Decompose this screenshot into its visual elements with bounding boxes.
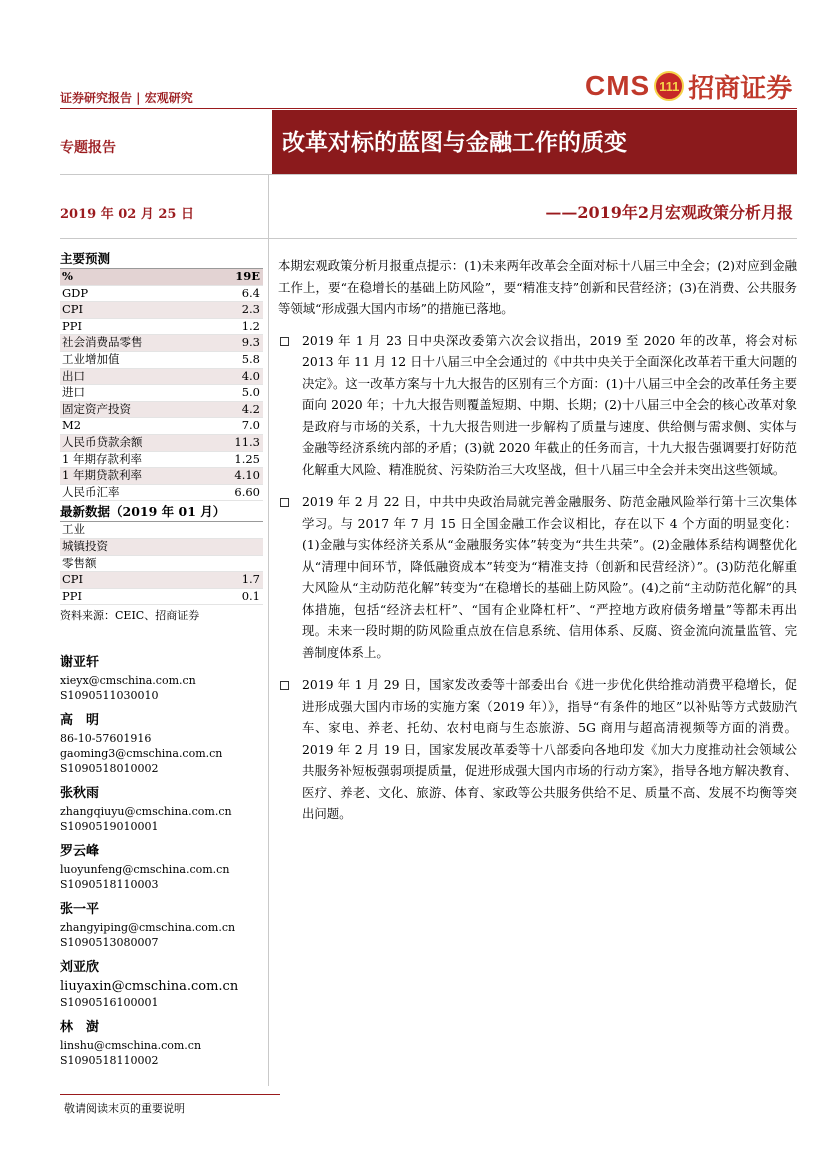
bullet-text: 2019 年 2 月 22 日，中共中央政治局就完善金融服务、防范金融风险举行第十三次集体学习。与 2017 年 7 月 15 日全国金融工作会议相比，存在以下 4 个方面的明显变化：(1)金融与实体经济关系从“金融服务实体”转变为“共生共荣”。(2)金融体系结构调整优化从“清理中间环节，降低融资成本”转变为“精准支持（创新和民营经济）”。(3)防范化解重大风险从“主动防范化解”转变为“在稳增长的基础上防风险”。(4)之前“主动防范化解”的具体措施，包括“经济去杠杆”、“国有企业降杠杆”、“严控地方政府债务增量”等都未再出现。未来一段时期的防风险重点放在信息系统、信用体系、反腐、资金流向流量监管、完善制度体系上。 bbox=[302, 494, 797, 660]
forecast-header-row bbox=[60, 269, 263, 286]
row-label: 城镇投资 bbox=[62, 538, 108, 553]
row-label: CPI bbox=[62, 302, 84, 317]
table-row bbox=[60, 402, 263, 419]
latest-table bbox=[60, 522, 263, 605]
forecast-table bbox=[60, 286, 263, 502]
analyst-name: 张一平 bbox=[60, 902, 100, 918]
analyst-contact: S1090519010001 bbox=[60, 820, 159, 834]
analyst-card bbox=[60, 900, 263, 950]
analyst-contact: S1090516100001 bbox=[60, 996, 159, 1010]
row-value: 0.1 bbox=[241, 588, 260, 603]
row-label: 出口 bbox=[62, 368, 85, 383]
row-value: 4.0 bbox=[241, 368, 260, 383]
row-label: 零售额 bbox=[62, 555, 97, 570]
table-row bbox=[60, 572, 263, 589]
table-row bbox=[60, 369, 263, 386]
analyst-name: 张秋雨 bbox=[60, 786, 100, 802]
row-value: 1.7 bbox=[241, 572, 260, 587]
analyst-card bbox=[60, 1018, 263, 1068]
analyst-card bbox=[60, 958, 263, 1010]
analyst-contact: zhangyiping@cmschina.com.cn bbox=[60, 921, 236, 935]
table-row bbox=[60, 286, 263, 303]
row-value: 9.3 bbox=[241, 335, 260, 350]
bullet-item bbox=[278, 330, 797, 481]
report-category: 证券研究报告 | 宏观研究 bbox=[60, 91, 193, 105]
row-label: 人民币贷款余额 bbox=[62, 434, 143, 449]
analyst-name: 罗云峰 bbox=[60, 844, 100, 860]
logo-badge-icon: 111 bbox=[654, 71, 684, 101]
row-value: 1.25 bbox=[234, 451, 260, 466]
analyst-card bbox=[60, 784, 263, 834]
bullet-list bbox=[278, 330, 797, 825]
row-label: CPI bbox=[62, 572, 84, 587]
forecast-header-label: % bbox=[62, 269, 73, 283]
analyst-card bbox=[60, 653, 263, 703]
row-label: 固定资产投资 bbox=[62, 401, 131, 416]
row-label: 1 年期贷款利率 bbox=[62, 468, 142, 483]
table-row bbox=[60, 468, 263, 485]
footer-rule bbox=[60, 1094, 280, 1095]
row-label: M2 bbox=[62, 418, 82, 433]
analyst-contact: xieyx@cmschina.com.cn bbox=[60, 674, 196, 688]
report-type: 专题报告 bbox=[60, 140, 116, 156]
bullet-square-icon bbox=[280, 337, 289, 346]
row-label: 工业增加值 bbox=[62, 351, 120, 366]
divider bbox=[60, 238, 797, 239]
logo-cms-text: CMS bbox=[585, 70, 651, 101]
intro-paragraph: 本期宏观政策分析月报重点提示：(1)未来两年改革会全面对标十八届三中全会；(2)对应到金融工作上，要“在稳增长的基础上防风险”，要“精准支持”创新和民营经济；(3)在消费、公共服务等领域“形成强大国内市场”的措施已落地。 bbox=[278, 258, 797, 316]
table-row bbox=[60, 556, 263, 573]
analyst-card bbox=[60, 711, 263, 776]
forecast-title: 主要预测 bbox=[60, 250, 263, 269]
logo-cn-text: 招商证券 bbox=[688, 73, 793, 104]
analyst-name: 高 明 bbox=[60, 713, 100, 729]
table-row bbox=[60, 539, 263, 556]
bullet-square-icon bbox=[280, 498, 289, 507]
column-divider bbox=[268, 174, 269, 1086]
row-value: 6.60 bbox=[234, 484, 260, 499]
row-value: 11.3 bbox=[234, 434, 260, 449]
sidebar bbox=[60, 250, 263, 1076]
analyst-name: 刘亚欣 bbox=[60, 960, 100, 976]
latest-title: 最新数据（2019 年 01 月） bbox=[60, 503, 263, 522]
table-row bbox=[60, 435, 263, 452]
main-content bbox=[278, 255, 797, 836]
table-row bbox=[60, 418, 263, 435]
analyst-contact: linshu@cmschina.com.cn bbox=[60, 1039, 202, 1053]
table-row bbox=[60, 485, 263, 502]
row-label: PPI bbox=[62, 318, 83, 333]
row-value: 1.2 bbox=[241, 318, 260, 333]
table-row bbox=[60, 319, 263, 336]
analyst-contact: S1090513080007 bbox=[60, 936, 159, 950]
analyst-contact: S1090518110002 bbox=[60, 1054, 159, 1068]
report-date: 2019 年 02 月 25 日 bbox=[60, 207, 194, 222]
bullet-square-icon bbox=[280, 681, 289, 690]
analyst-list bbox=[60, 653, 263, 1068]
row-label: 1 年期存款利率 bbox=[62, 451, 142, 466]
analyst-contact: luoyunfeng@cmschina.com.cn bbox=[60, 863, 230, 877]
analyst-card bbox=[60, 842, 263, 892]
row-value: 5.8 bbox=[241, 351, 260, 366]
row-label: 人民币汇率 bbox=[62, 484, 120, 499]
page-title: 改革对标的蓝图与金融工作的质变 bbox=[282, 129, 627, 156]
row-value: 2.3 bbox=[241, 302, 260, 317]
analyst-contact: liuyaxin@cmschina.com.cn bbox=[60, 979, 239, 995]
analyst-contact: S1090518110003 bbox=[60, 878, 159, 892]
bullet-item bbox=[278, 674, 797, 825]
analyst-contact: S1090518010002 bbox=[60, 762, 159, 776]
header-rule bbox=[60, 108, 797, 109]
divider bbox=[60, 174, 797, 175]
row-value: 7.0 bbox=[241, 418, 260, 433]
row-value: 4.10 bbox=[234, 468, 260, 483]
analyst-name: 谢亚轩 bbox=[60, 655, 100, 671]
analyst-contact: S1090511030010 bbox=[60, 689, 159, 703]
row-label: GDP bbox=[62, 285, 89, 300]
forecast-header-value: 19E bbox=[235, 269, 260, 283]
bullet-text: 2019 年 1 月 29 日，国家发改委等十部委出台《进一步优化供给推动消费平稳增长，促进形成强大国内市场的实施方案（2019 年）》，指导“有条件的地区”以补贴等方式鼓励汽车、家电、养老、托幼、农村电商与生态旅游、5G 商用与超高清视频等方面的消费。2019 年 2 月 19 日，国家发展改革委等十八部委向各地印发《加大力度推动社会领域公共服务补短板强弱项提质量，促进形成强大国内市场的行动方案》，指导各地方解决教育、医疗、养老、文化、旅游、体育、家政等公共服务供给不足、质量不高、发展不均衡等突出问题。 bbox=[302, 677, 797, 821]
table-row bbox=[60, 589, 263, 606]
table-row bbox=[60, 452, 263, 469]
bullet-item bbox=[278, 491, 797, 663]
analyst-contact: gaoming3@cmschina.com.cn bbox=[60, 747, 223, 761]
analyst-contact: zhangqiuyu@cmschina.com.cn bbox=[60, 805, 232, 819]
bullet-text: 2019 年 1 月 23 日中央深改委第六次会议指出，2019 至 2020 年的改革，将会对标 2013 年 11 月 12 日十八届三中全会通过的《中共中央关于全面深化改革若干重大问题的决定》。这一改革方案与十九大报告的区别有三个方面：(1)十八届三中全会的改革任务主要面向 2020 年；十九大报告则覆盖短期、中期、长期；(2)十八届三中全会的核心改革对象是政府与市场的关系，十九大报告则进一步解构了质量与速度、供给侧与需求侧、实体与金融等经济系统内部的矛盾；(3)就 2020 年截止的任务而言，十九大报告强调要打好防范化解重大风险、精准脱贫、污染防治三大攻坚战，但十八届三中全会并未突出这些领域。 bbox=[302, 332, 797, 477]
cms-logo bbox=[585, 68, 792, 104]
row-value: 5.0 bbox=[241, 385, 260, 400]
table-row bbox=[60, 302, 263, 319]
report-subtitle: ——2019年2月宏观政策分析月报 bbox=[545, 203, 793, 222]
row-value: 4.2 bbox=[241, 401, 260, 416]
row-label: 进口 bbox=[62, 385, 85, 400]
row-value: 6.4 bbox=[241, 285, 260, 300]
analyst-contact: 86-10-57601916 bbox=[60, 732, 152, 746]
table-row bbox=[60, 385, 263, 402]
table-row bbox=[60, 522, 263, 539]
row-label: 社会消费品零售 bbox=[62, 335, 143, 350]
table-row bbox=[60, 335, 263, 352]
row-label: PPI bbox=[62, 588, 83, 603]
footer-note: 敬请阅读末页的重要说明 bbox=[64, 1102, 185, 1115]
row-label: 工业 bbox=[62, 522, 85, 537]
table-row bbox=[60, 352, 263, 369]
analyst-name: 林 澍 bbox=[60, 1020, 100, 1036]
data-source: 资料来源：CEIC、招商证券 bbox=[60, 609, 200, 623]
